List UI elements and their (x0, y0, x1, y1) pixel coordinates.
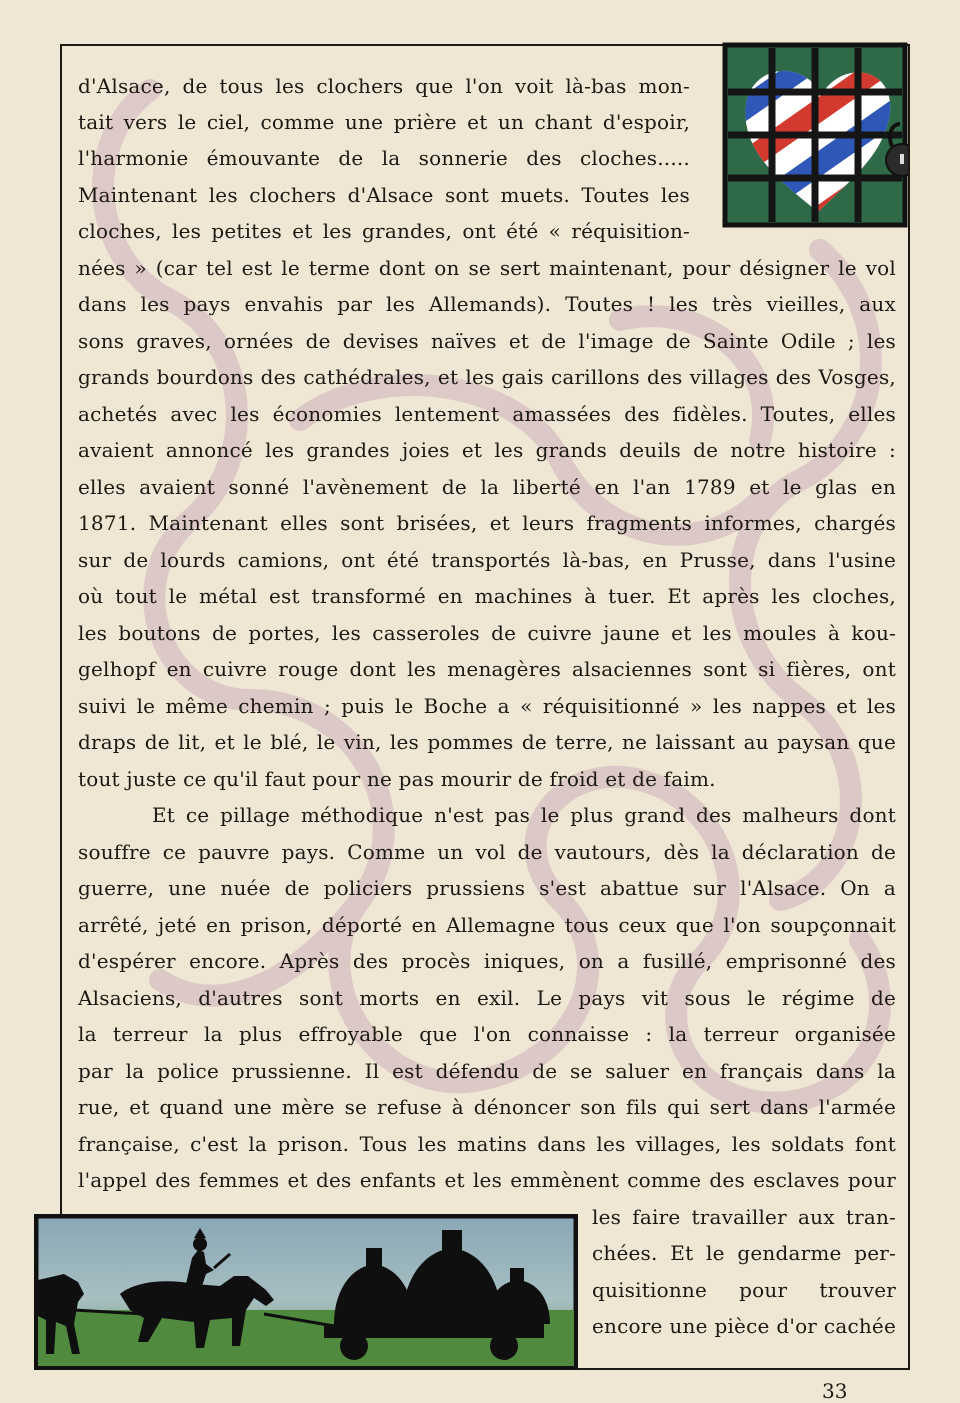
text-line: Alsaciens, d'autres sont morts en exil. Le pays vit sous le régime de (78, 986, 896, 1010)
text-line: tout juste ce qu'il faut pour ne pas mourir de froid et de faim. (78, 767, 716, 791)
text-line: chées. Et le gendarme per- (592, 1241, 896, 1265)
heart-behind-bars-icon (722, 42, 908, 228)
text-line: les boutons de portes, les casseroles de cuivre jaune et les moules à kou- (78, 621, 896, 645)
text-line: dans les pays envahis par les Allemands). Toutes ! les très vieilles, aux (78, 292, 896, 316)
text-line: 1871. Maintenant elles sont brisées, et leurs fragments informes, chargés (78, 511, 896, 535)
text-line: elles avaient sonné l'avènement de la liberté en l'an 1789 et le glas en (78, 475, 896, 499)
bells-convoy-illustration (34, 1214, 578, 1370)
text-line: achetés avec les économies lentement amassées des fidèles. Toutes, elles (78, 402, 896, 426)
text-line: par la police prussienne. Il est défendu de se saluer en français dans la (78, 1059, 896, 1083)
text-line: grands bourdons des cathédrales, et les gais carillons des villages des Vosges, (78, 365, 896, 389)
text-line: arrêté, jeté en prison, déporté en Allemagne tous ceux que l'on soupçonnait (78, 913, 896, 937)
text-line: tait vers le ciel, comme une prière et un chant d'espoir, (78, 110, 690, 134)
text-line: sur de lourds camions, ont été transportés là-bas, en Prusse, dans l'usine (78, 548, 896, 572)
text-line: cloches, les petites et les grandes, ont été « réquisition- (78, 219, 690, 243)
text-line: française, c'est la prison. Tous les matins dans les villages, les soldats font (78, 1132, 896, 1156)
text-line: sons graves, ornées de devises naïves et de l'image de Sainte Odile ; les (78, 329, 896, 353)
text-line: souffre ce pauvre pays. Comme un vol de vautours, dès la déclaration de (78, 840, 896, 864)
text-line: où tout le métal est transformé en machines à tuer. Et après les cloches, (78, 584, 896, 608)
page-number: 33 (822, 1379, 848, 1403)
text-line: quisitionne pour trouver (592, 1278, 896, 1302)
text-line: suivi le même chemin ; puis le Boche a « réquisitionné » les nappes et les (78, 694, 896, 718)
text-line: gelhopf en cuivre rouge dont les menagères alsaciennes sont si fières, ont (78, 657, 896, 681)
text-line: encore une pièce d'or cachée (592, 1314, 896, 1338)
text-line: les faire travailler aux tran- (592, 1205, 896, 1229)
text-line: draps de lit, et le blé, le vin, les pommes de terre, ne laissant au paysan que (78, 730, 896, 754)
text-line: d'espérer encore. Après des procès iniques, on a fusillé, emprisonné des (78, 949, 896, 973)
text-line: rue, et quand une mère se refuse à dénoncer son fils qui sert dans l'armée (78, 1095, 896, 1119)
paragraph-start-line: Et ce pillage méthodique n'est pas le plus grand des malheurs dont (152, 803, 896, 827)
text-line: guerre, une nuée de policiers prussiens s'est abattue sur l'Alsace. On a (78, 876, 896, 900)
text-line: Maintenant les clochers d'Alsace sont muets. Toutes les (78, 183, 690, 207)
text-line: nées » (car tel est le terme dont on se sert maintenant, pour désigner le vol (78, 256, 896, 280)
text-line: avaient annoncé les grandes joies et les grands deuils de notre histoire : (78, 438, 896, 462)
text-line: l'appel des femmes et des enfants et les emmènent comme des esclaves pour (78, 1168, 896, 1192)
text-line: l'harmonie émouvante de la sonnerie des cloches..... (78, 146, 690, 170)
text-line: d'Alsace, de tous les clochers que l'on voit là-bas mon- (78, 74, 690, 98)
text-line: la terreur la plus effroyable que l'on connaisse : la terreur organisée (78, 1022, 896, 1046)
